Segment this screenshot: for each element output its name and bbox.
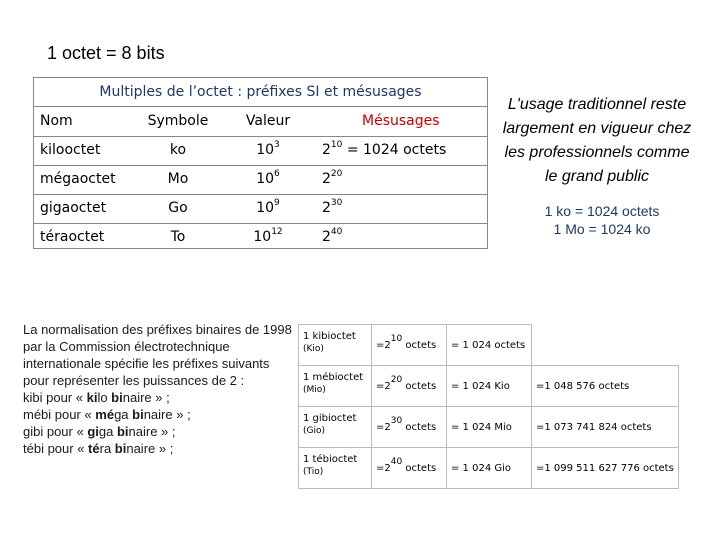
row-symbol: Go [168, 200, 188, 216]
binary-prefix-table [298, 324, 679, 489]
prefix-item: tébi pour « téra binaire » ; [23, 441, 174, 456]
prefix-item: kibi pour « kilo binaire » ; [23, 390, 170, 405]
binary-unit-name: 1 gibioctet (Gio) [299, 407, 372, 448]
row-misuse: $2^{40}$ [322, 227, 343, 245]
row-symbol: To [170, 229, 186, 245]
header-misuse: Mésusages [362, 113, 440, 129]
row-value: $10^3$ [256, 140, 280, 158]
table-row [34, 136, 487, 166]
row-name: kilooctet [40, 142, 101, 158]
binary-unit-name: 1 mébioctet (Mio) [299, 366, 372, 407]
table-caption: Multiples de l’octet : préfixes SI et mésusages [34, 78, 487, 107]
row-name: téraoctet [40, 229, 105, 245]
traditional-usage-note: L'usage traditionnel reste largement en vigueur chez les professionnels comme le grand public [502, 96, 692, 185]
binary-value: = 1 024 Gio [447, 448, 532, 489]
table-row [34, 194, 487, 224]
row-value: $10^{12}$ [253, 227, 283, 245]
intro-text: La normalisation des préfixes binaires de 1998 par la Commission électrotechnique internationale spécifie les préfixes suivants pour représenter les puissances de 2 : [23, 322, 292, 388]
row-misuse: $2^{10} = 1024$ octets [322, 140, 447, 158]
binary-value: = 1 024 octets [447, 325, 532, 366]
binary-value: = 1 024 Mio [447, 407, 532, 448]
binary-value-expanded: =1 048 576 octets [532, 366, 679, 407]
iec-normalisation-text [23, 321, 298, 457]
si-prefix-table [33, 77, 488, 249]
binary-power: $=2^{30}$ octets [372, 407, 447, 448]
binary-value-expanded: =1 099 511 627 776 octets [532, 448, 679, 489]
header-symbol: Symbole [147, 113, 209, 129]
binary-unit-name: 1 kibioctet (Kio) [299, 325, 372, 366]
binary-power: $=2^{20}$ octets [372, 366, 447, 407]
prefix-item: gibi pour « giga binaire » ; [23, 424, 176, 439]
row-value: $10^9$ [256, 198, 280, 216]
row-name: mégaoctet [40, 171, 116, 187]
table-row [299, 325, 679, 366]
table-row [299, 366, 679, 407]
row-value: $10^6$ [256, 169, 280, 187]
row-misuse: $2^{30}$ [322, 198, 343, 216]
example-line: 1 Mo = 1024 ko [553, 221, 651, 237]
header-value: Valeur [245, 113, 291, 129]
table-row [299, 448, 679, 489]
binary-power: $=2^{40}$ octets [372, 448, 447, 489]
binary-value: = 1 024 Kio [447, 366, 532, 407]
binary-unit-name: 1 tébioctet (Tio) [299, 448, 372, 489]
example-line: 1 ko = 1024 octets [544, 203, 660, 219]
binary-value-expanded: =1 073 741 824 octets [532, 407, 679, 448]
page-title: 1 octet = 8 bits [47, 43, 165, 63]
row-misuse: $2^{20}$ [322, 169, 343, 187]
table-row [299, 407, 679, 448]
binary-power: $=2^{10}$ octets [372, 325, 447, 366]
header-name: Nom [40, 113, 73, 129]
binary-value-expanded [532, 325, 679, 366]
table-row [34, 165, 487, 195]
row-name: gigaoctet [40, 200, 107, 216]
row-symbol: Mo [167, 171, 189, 187]
row-symbol: ko [169, 142, 187, 158]
table-row [34, 223, 487, 252]
table-header-row [34, 107, 487, 137]
traditional-usage-examples [497, 202, 707, 238]
prefix-item: mébi pour « méga binaire » ; [23, 407, 191, 422]
